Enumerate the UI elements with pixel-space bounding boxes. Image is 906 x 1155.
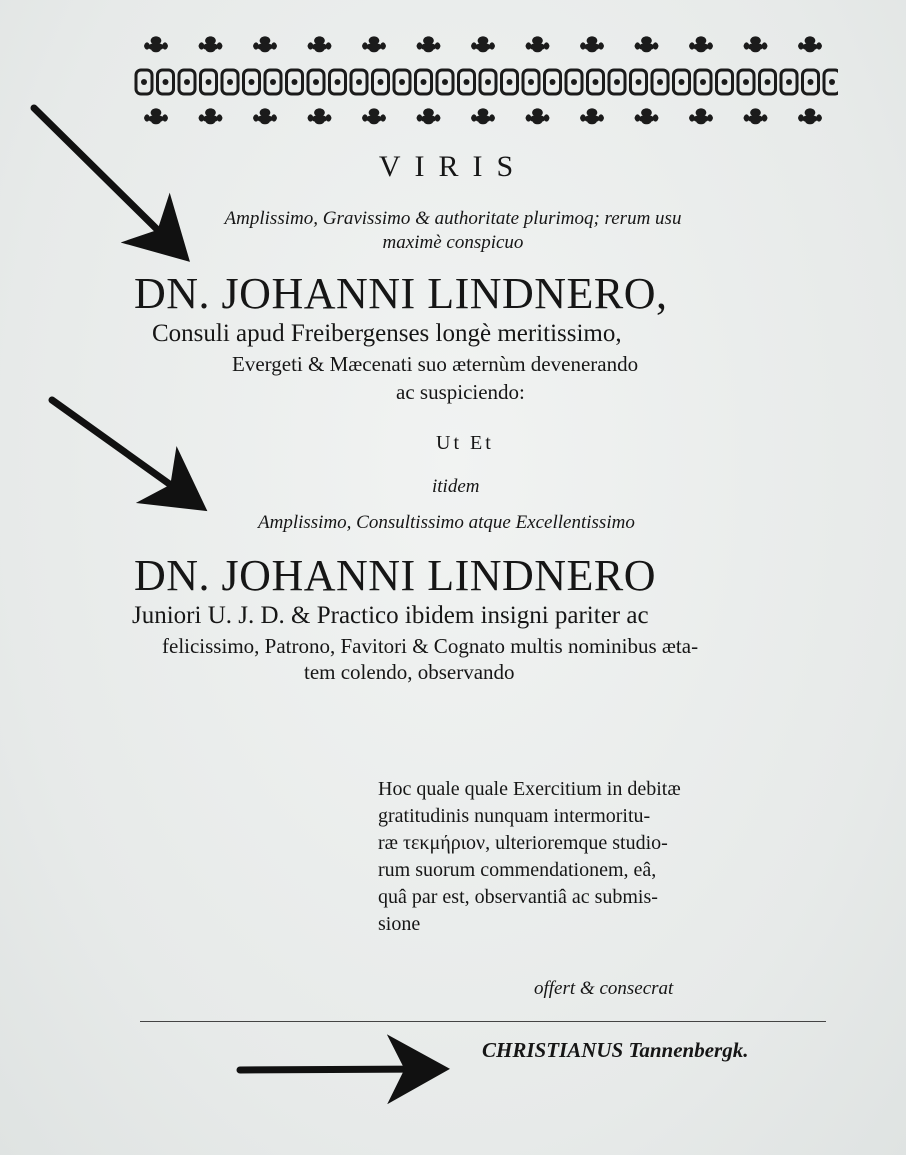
suspiciendo-line: ac suspiciendo:: [396, 380, 525, 404]
name-heading-2: DN. JOHANNI LINDNERO: [134, 551, 657, 600]
arrow-icon: [34, 108, 180, 252]
arrow-icon: [52, 400, 196, 503]
hoc-line: gratitudinis nunquam intermoritu-: [378, 805, 651, 827]
felicissimo-line: felicissimo, Patrono, Favitori & Cognato multis nominibus æta-: [162, 634, 699, 658]
consuli-line: Consuli apud Freibergenses longè meritissimo,: [152, 320, 622, 347]
heading-viris: VIRIS: [378, 150, 528, 183]
hoc-line: Hoc quale quale Exercitium in debitæ: [378, 778, 681, 800]
hoc-line: sione: [378, 913, 421, 935]
evergeti-line: Evergeti & Mæcenati suo æternùm devenerando: [232, 352, 639, 376]
itidem-line: itidem: [432, 476, 480, 497]
dedication-line-1: Amplissimo, Gravissimo & authoritate plurimoq; rerum usu: [224, 208, 682, 229]
hoc-line: rum suorum commendationem, eâ,: [378, 859, 657, 881]
juniori-line: Juniori U. J. D. & Practico ibidem insigni pariter ac: [132, 602, 649, 629]
hoc-line: ræ τεκμήριον, ulterioremque studio-: [378, 832, 668, 854]
colendo-line: tem colendo, observando: [304, 660, 515, 684]
hoc-line: quâ par est, observantiâ ac submis-: [378, 886, 658, 908]
ut-et-line: Ut Et: [436, 432, 494, 454]
name-heading-1: DN. JOHANNI LINDNERO,: [134, 269, 668, 318]
author-signature-line: CHRISTIANUS Tannenbergk.: [482, 1038, 749, 1062]
offert-line: offert & consecrat: [534, 978, 674, 999]
arrow-icon: [240, 1069, 436, 1070]
dedication-line-2: maximè conspicuo: [382, 232, 524, 253]
dedication-line-3: Amplissimo, Consultissimo atque Excellentissimo: [258, 512, 635, 533]
